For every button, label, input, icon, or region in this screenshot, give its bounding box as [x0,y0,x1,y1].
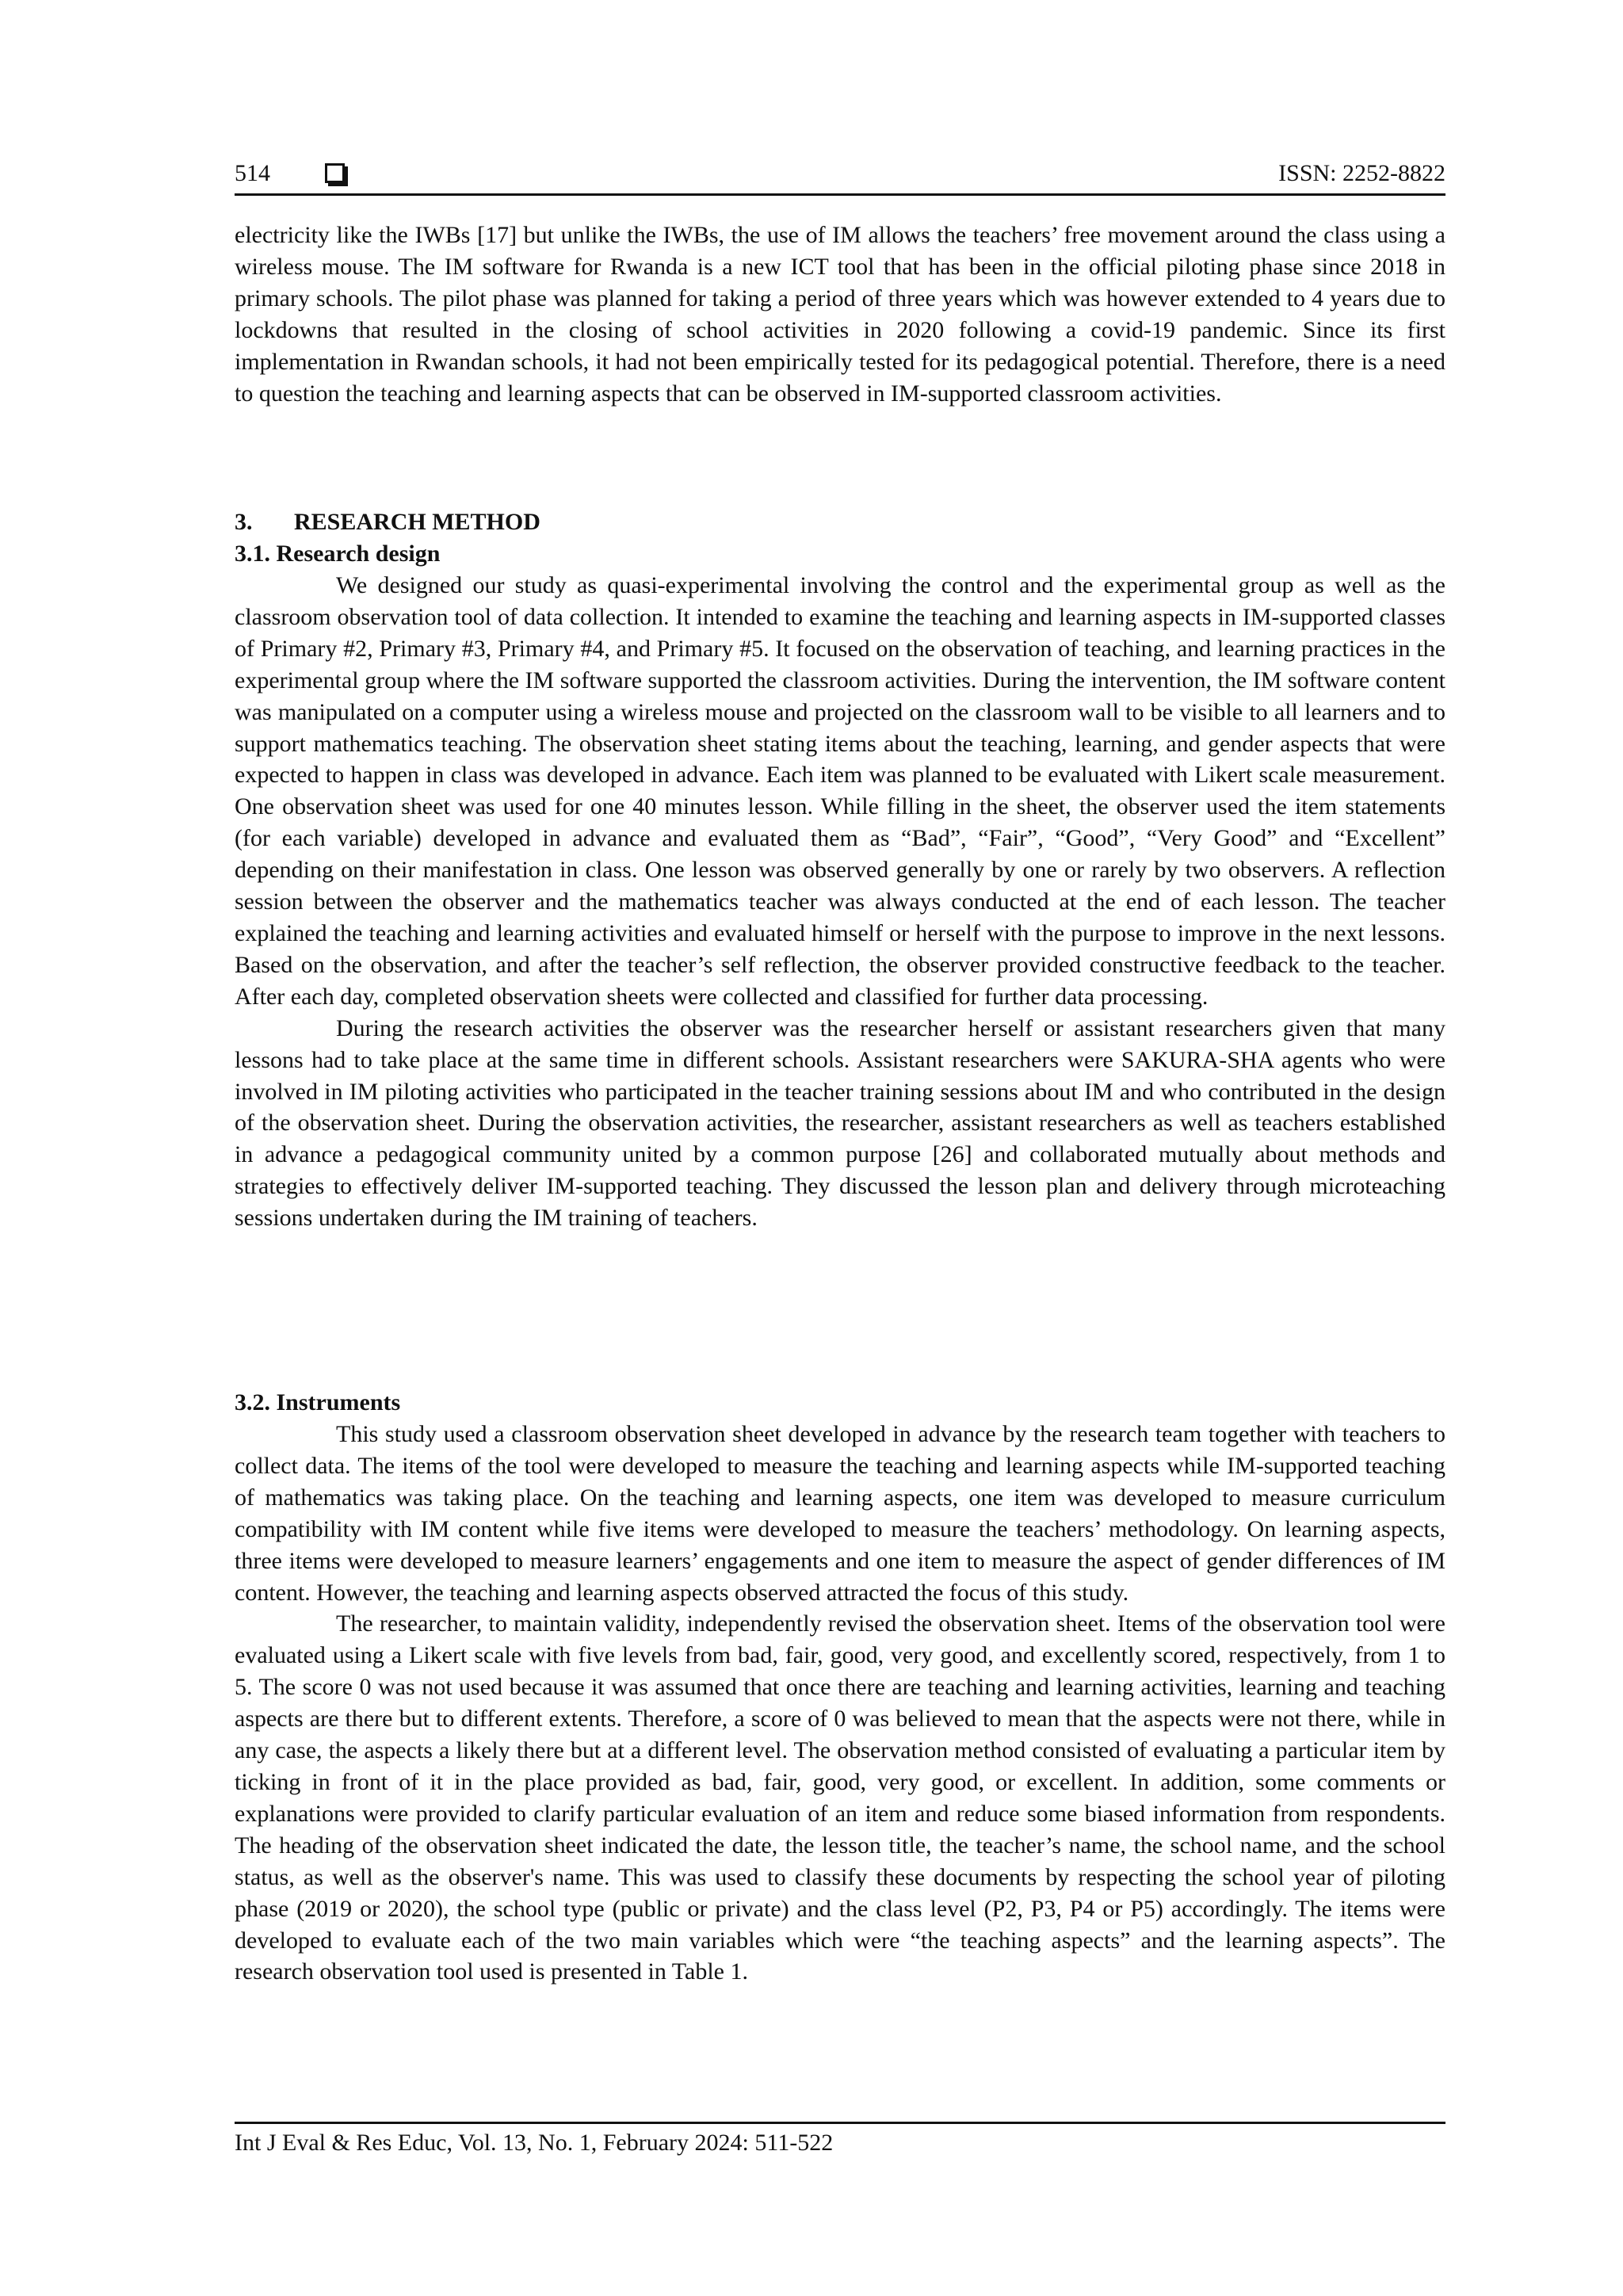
body-paragraph: During the research activities the observer was the researcher herself or assistant researchers given that many lessons had to take place at the same time in different schools. Assistant researchers were SAKURA-SHA agents who were involved in IM piloting activities who participated in the teacher training sessions about IM and who contributed in the design of the observation sheet. During the observation activities, the researcher, assistant researchers as well as teachers established in advance a pedagogical community united by a common purpose [26] and collaborated mutually about methods and strategies to effectively deliver IM-supported teaching. They discussed the lesson plan and delivery through microteaching sessions undertaken during the IM training of teachers. [235,1014,1445,1232]
page-header [235,155,1445,192]
intro-paragraph: electricity like the IWBs [17] but unlike the IWBs, the use of IM allows the teachers’ free movement around the class using a wireless mouse. The IM software for Rwanda is a new ICT tool that has been in the official piloting phase since 2018 in primary schools. The pilot phase was planned for taking a period of three years which was however extended to 4 years due to lockdowns that resulted in the closing of school activities in 2020 following a covid-19 pandemic. Since its first implementation in Rwandan schools, it had not been empirically tested for its pedagogical potential. Therefore, there is a need to question the teaching and learning aspects that can be observed in IM-supported classroom activities. [235,222,1445,407]
subsection-heading-instruments: 3.2. Instruments [235,1389,401,1415]
subsection-heading-research-design: 3.1. Research design [235,541,441,567]
body-paragraph: We designed our study as quasi-experimental involving the control and the experimental group as well as the classroom observation tool of data collection. It intended to examine the teaching and learning aspects in IM-supported classes of Primary #2, Primary #3, Primary #4, and Primary #5. It focused on the observation of teaching, and learning practices in the experimental group where the IM software supported the classroom activities. During the intervention, the IM software content was manipulated on a computer using a wireless mouse and projected on the classroom wall to be visible to all learners and to support mathematics teaching. The observation sheet stating items about the teaching, learning, and gender aspects that were expected to happen in class was developed in advance. Each item was planned to be evaluated with Likert scale measurement. One observation sheet was used for one 40 minutes lesson. While filling in the sheet, the observer used the item statements (for each variable) developed in advance and evaluated them as “Bad”, “Fair”, “Good”, “Very Good” and “Excellent” depending on their manifestation in class. One lesson was observed generally by one or rarely by two observers. A reflection session between the observer and the mathematics teacher was always conducted at the end of each lesson. The teacher explained the teaching and learning activities and evaluated himself or herself with the purpose to improve in the next lessons. Based on the observation, and after the teacher’s self reflection, the observer provided constructive feedback to the teacher. After each day, completed observation sheets were collected and classified for further data processing. [235,572,1445,1010]
body-paragraph: The researcher, to maintain validity, independently revised the observation sheet. Items of the observation tool were evaluated using a Likert scale with five levels from bad, fair, good, very good, and excellently scored, respectively, from 1 to 5. The score 0 was not used because it was assumed that once there are teaching and learning activities, learning and teaching aspects are there but to different extents. Therefore, a score of 0 was believed to mean that the aspects were not there, while in any case, the aspects a likely there but at a different level. The observation method consisted of evaluating a particular item by ticking in front of it in the place provided as bad, fair, good, very good, or excellent. In addition, some comments or explanations were provided to clarify particular evaluation of an item and reduce some biased information from respondents. The heading of the observation sheet indicated the date, the lesson title, the teacher’s name, the school name, and the school status, as well as the observer's name. This was used to classify these documents by respecting the school year of piloting phase (2019 or 2020), the school type (public or private) and the class level (P2, P3, P4 or P5) accordingly. The items were developed to evaluate each of the two main variables which were “the teaching aspects” and the learning aspects”. The research observation tool used is presented in Table 1. [235,1610,1445,1985]
header-divider [235,193,1445,196]
footer-citation: Int J Eval & Res Educ, Vol. 13, No. 1, February 2024: 511-522 [235,2130,834,2156]
instruments-block [235,1419,1445,1988]
page-number: 514 [235,160,270,186]
issn-label: ISSN: 2252-8822 [1278,160,1445,186]
footer-divider [235,2122,1445,2124]
square-bullet-icon [325,163,345,183]
page [235,0,1445,2296]
section-title: RESEARCH METHOD [294,509,540,535]
intro-block [235,220,1445,409]
section-heading [235,506,540,538]
section-number: 3. [235,509,253,535]
body-paragraph: This study used a classroom observation sheet developed in advance by the research team together with teachers to collect data. The items of the tool were developed to measure the teaching and learning aspects while IM-supported teaching of mathematics was taking place. On the teaching and learning aspects, one item was developed to measure curriculum compatibility with IM content while five items were developed to measure the teachers’ methodology. On learning aspects, three items were developed to measure learners’ engagements and one item to measure the aspect of gender differences of IM content. However, the teaching and learning aspects observed attracted the focus of this study. [235,1421,1445,1606]
research-design-block [235,570,1445,1234]
